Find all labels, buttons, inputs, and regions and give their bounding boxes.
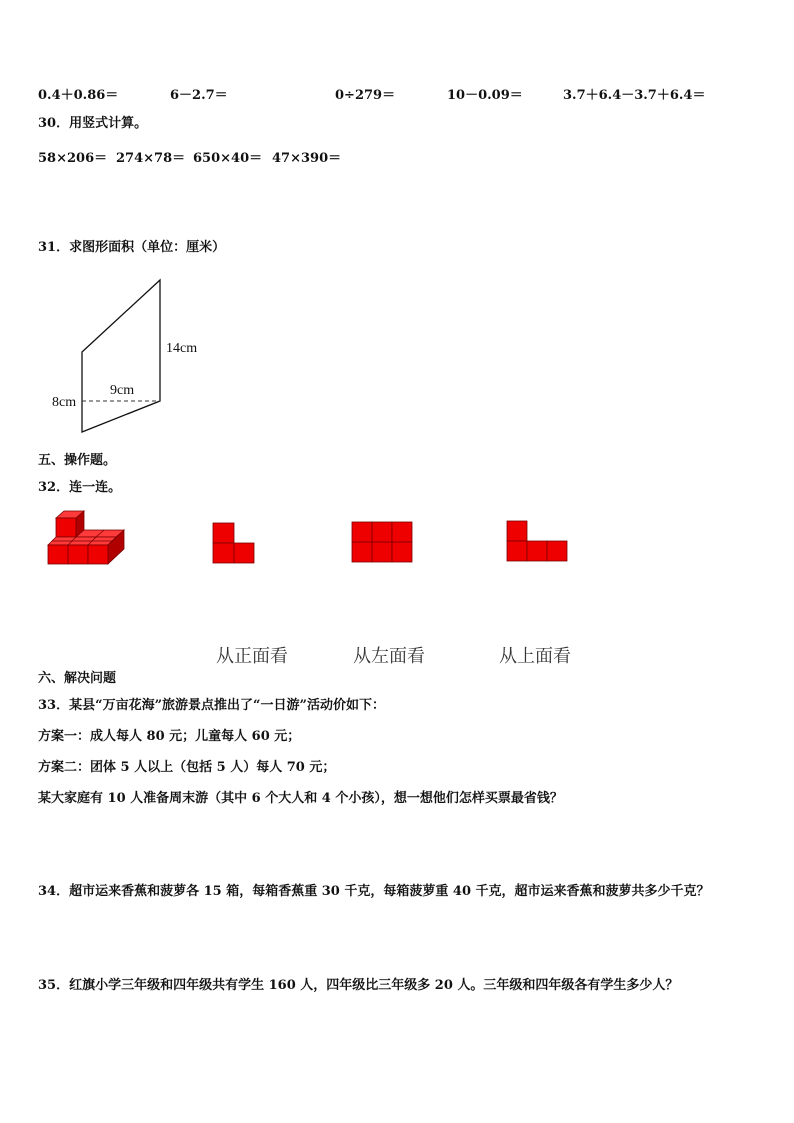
section-5-heading: 五、操作题。: [38, 453, 117, 468]
trapezoid-shape: [82, 280, 160, 432]
view-label-top: 从上面看: [499, 646, 571, 667]
section-6-heading: 六、解决问题: [38, 671, 117, 686]
question-31-title: 31．求图形面积（单位：厘米）: [38, 240, 226, 255]
vertical-calc-3: 650×40＝: [193, 151, 263, 166]
right-side-label: 14cm: [166, 341, 198, 356]
vertical-calc-1: 58×206＝: [38, 151, 108, 166]
left-side-label: 8cm: [52, 395, 77, 410]
view-l-shape: [212, 522, 257, 566]
vertical-calc-4: 47×390＝: [272, 151, 342, 166]
view-rectangle-3x2: [351, 521, 415, 564]
question-34: 34．超市运来香蕉和菠萝各 15 箱，每箱香蕉重 30 千克，每箱菠萝重 40 千克，超市运来香蕉和菠萝共多少千克？: [38, 884, 710, 899]
view-label-left: 从左面看: [353, 646, 425, 667]
equation-4: 10－0.09＝: [447, 88, 523, 103]
question-32-title: 32．连一连。: [38, 480, 122, 495]
equation-5: 3.7＋6.4－3.7＋6.4＝: [563, 88, 706, 103]
view-l-long-shape: [506, 520, 570, 564]
equation-1: 0.4＋0.86＝: [38, 88, 119, 103]
cube-stack-3d: [44, 508, 130, 574]
base-label: 9cm: [110, 383, 135, 398]
equation-3: 0÷279＝: [335, 88, 396, 103]
question-33-question: 某大家庭有 10 人准备周末游（其中 6 个大人和 4 个小孩），想一想他们怎样买票最省钱？: [38, 791, 563, 806]
question-33-plan-2: 方案二：团体 5 人以上（包括 5 人）每人 70 元；: [38, 760, 336, 775]
question-35: 35．红旗小学三年级和四年级共有学生 160 人，四年级比三年级多 20 人。三年级和四年级各有学生多少人？: [38, 978, 679, 993]
vertical-calc-2: 274×78＝: [116, 151, 186, 166]
trapezoid-figure: [40, 270, 230, 440]
view-label-front: 从正面看: [216, 646, 288, 667]
question-33-title: 33．某县“万亩花海”旅游景点推出了“一日游”活动价如下：: [38, 698, 386, 713]
equation-2: 6－2.7＝: [170, 88, 228, 103]
question-30-title: 30．用竖式计算。: [38, 116, 148, 131]
question-33-plan-1: 方案一：成人每人 80 元；儿童每人 60 元；: [38, 729, 301, 744]
